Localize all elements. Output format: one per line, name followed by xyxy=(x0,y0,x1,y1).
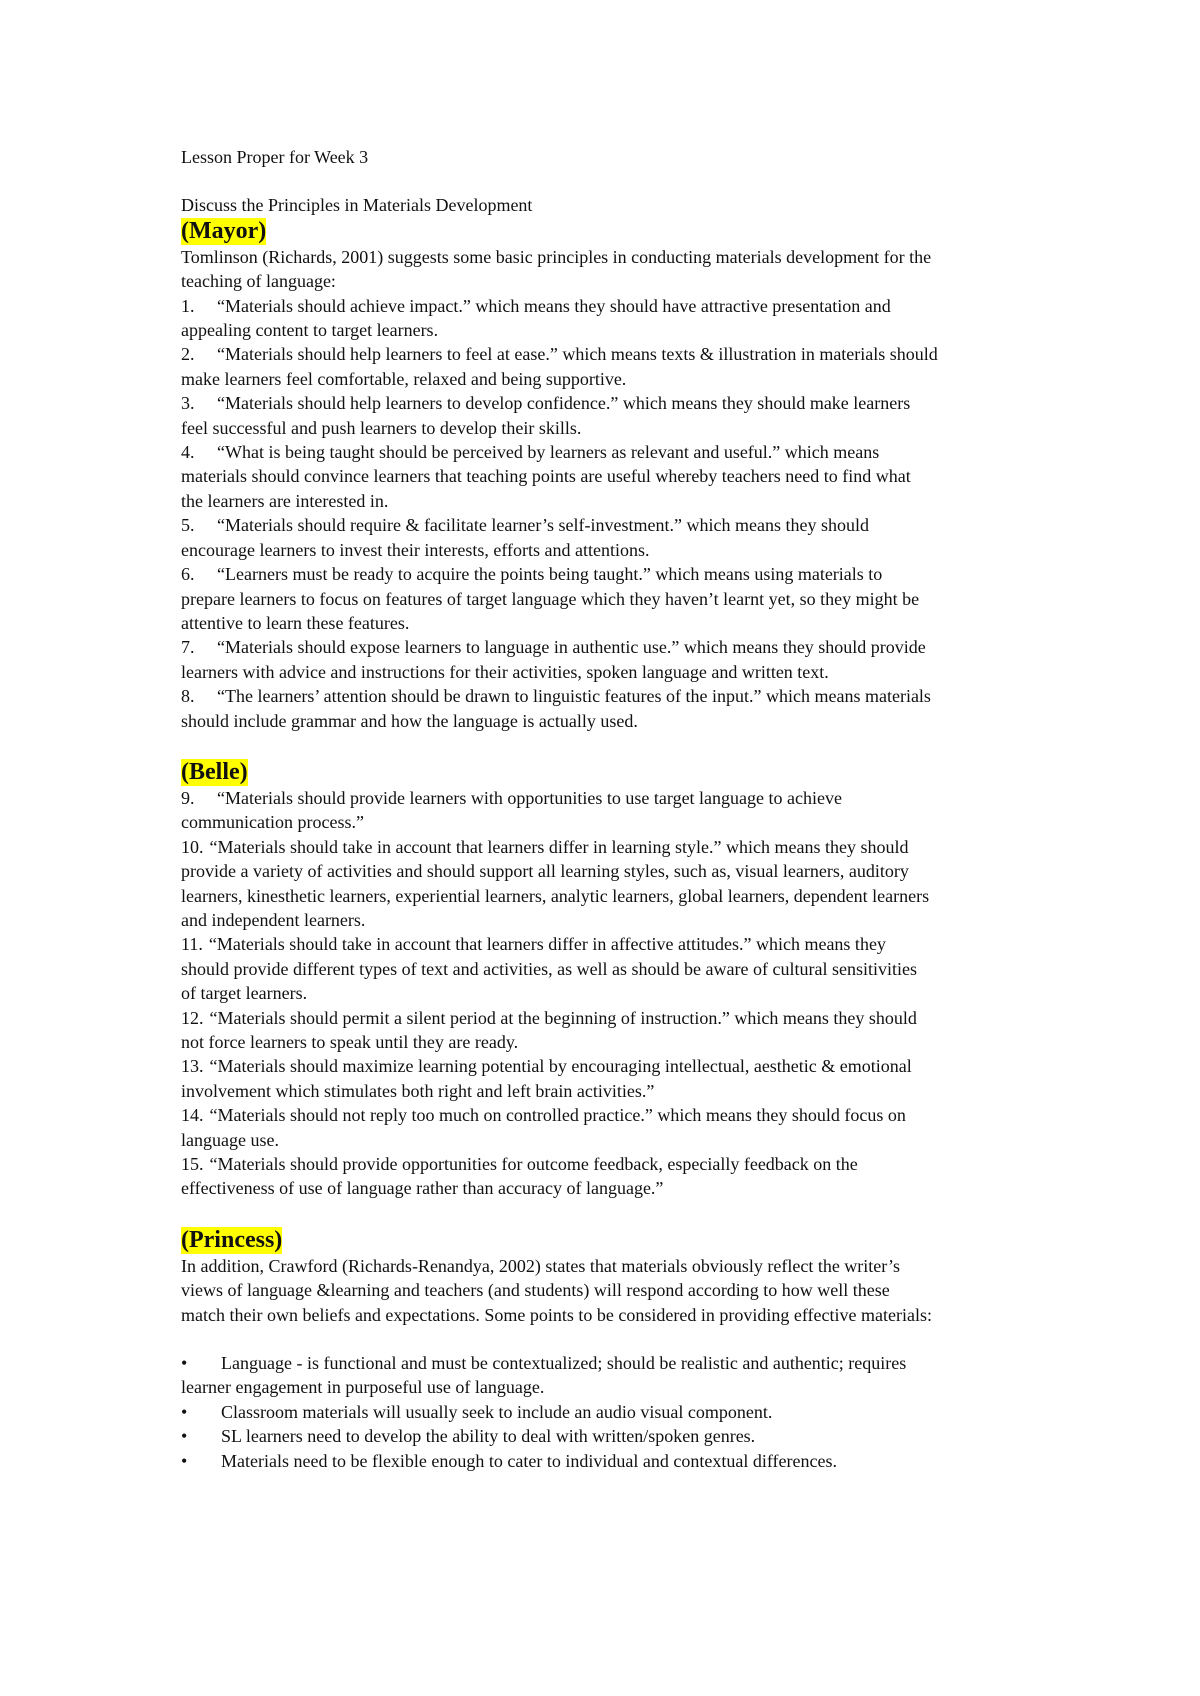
item-number: 11. xyxy=(181,934,203,955)
item-text: learners, kinesthetic learners, experiential learners, analytic learners, global learners, dependent learners xyxy=(181,885,930,906)
document-page xyxy=(181,145,1081,1473)
principle-item-11 xyxy=(181,932,1081,1005)
discuss-heading: Discuss the Principles in Materials Development xyxy=(181,195,533,216)
item-text: communication process.” xyxy=(181,812,364,833)
speaker-label-princess: (Princess) xyxy=(181,1226,283,1253)
item-text: “Materials should maximize learning potential by encouraging intellectual, aesthetic & emotional xyxy=(209,1056,912,1077)
item-number: 15. xyxy=(181,1154,204,1175)
bullet-text: SL learners need to develop the ability to deal with written/spoken genres. xyxy=(221,1426,756,1447)
speaker-label-belle: (Belle) xyxy=(181,758,248,785)
item-text: feel successful and push learners to develop their skills. xyxy=(181,417,582,438)
item-text: language use. xyxy=(181,1129,279,1150)
principle-item-4 xyxy=(181,440,1081,513)
bullet-symbol: • xyxy=(181,1353,188,1374)
item-number: 13. xyxy=(181,1056,204,1077)
intro-line: teaching of language: xyxy=(181,271,336,292)
item-text: “Materials should help learners to feel at ease.” which means texts & illustration in materials should xyxy=(217,344,938,365)
item-text: effectiveness of use of language rather than accuracy of language.” xyxy=(181,1178,664,1199)
bullet-text: Classroom materials will usually seek to include an audio visual component. xyxy=(221,1401,773,1422)
item-number: 4. xyxy=(181,442,195,463)
spacer xyxy=(181,1327,1081,1351)
principle-item-3 xyxy=(181,391,1081,440)
item-text: appealing content to target learners. xyxy=(181,320,439,341)
bullet-text: learner engagement in purposeful use of language. xyxy=(181,1377,545,1398)
item-text: “Materials should not reply too much on controlled practice.” which means they should focus on xyxy=(209,1105,906,1126)
item-text: “The learners’ attention should be drawn to linguistic features of the input.” which means materials xyxy=(217,686,931,707)
item-text: “Materials should help learners to develop confidence.” which means they should make learners xyxy=(217,393,911,414)
bullet-text: Materials need to be flexible enough to cater to individual and contextual differences. xyxy=(221,1450,837,1471)
item-text: materials should convince learners that teaching points are useful whereby teachers need to find what xyxy=(181,466,911,487)
bullet-text: Language - is functional and must be contextualized; should be realistic and authentic; requires xyxy=(221,1353,907,1374)
bullet-item-2 xyxy=(181,1400,1081,1424)
item-text: involvement which stimulates both right and left brain activities.” xyxy=(181,1080,655,1101)
item-text: “Materials should provide opportunities for outcome feedback, especially feedback on the xyxy=(209,1154,858,1175)
item-text: “Materials should permit a silent period at the beginning of instruction.” which means they should xyxy=(209,1007,917,1028)
item-number: 6. xyxy=(181,564,195,585)
principle-item-14 xyxy=(181,1103,1081,1152)
item-number: 9. xyxy=(181,787,195,808)
section-belle xyxy=(181,733,1081,1201)
principle-item-15 xyxy=(181,1152,1081,1201)
item-number: 5. xyxy=(181,515,195,536)
principle-item-9 xyxy=(181,786,1081,835)
item-text: “Materials should require & facilitate learner’s self-investment.” which means they should xyxy=(217,515,869,536)
intro-line: Tomlinson (Richards, 2001) suggests some basic principles in conducting materials development for the xyxy=(181,246,932,267)
item-number: 7. xyxy=(181,637,195,658)
item-number: 3. xyxy=(181,393,195,414)
item-text: “Materials should take in account that learners differ in affective attitudes.” which means they xyxy=(208,934,886,955)
item-text: encourage learners to invest their interests, efforts and attentions. xyxy=(181,539,650,560)
item-text: “Materials should expose learners to language in authentic use.” which means they should provide xyxy=(217,637,926,658)
principle-item-8 xyxy=(181,684,1081,733)
item-number: 10. xyxy=(181,836,204,857)
principle-item-2 xyxy=(181,342,1081,391)
item-text: of target learners. xyxy=(181,983,308,1004)
item-text: “What is being taught should be perceived by learners as relevant and useful.” which means xyxy=(217,442,880,463)
bullet-item-4 xyxy=(181,1449,1081,1473)
principle-item-13 xyxy=(181,1054,1081,1103)
item-text: “Materials should provide learners with opportunities to use target language to achieve xyxy=(217,787,842,808)
principle-item-12 xyxy=(181,1006,1081,1055)
item-text: “Materials should take in account that learners differ in learning style.” which means they should xyxy=(209,836,909,857)
item-text: make learners feel comfortable, relaxed and being supportive. xyxy=(181,368,627,389)
bullet-symbol: • xyxy=(181,1450,188,1471)
item-text: prepare learners to focus on features of target language which they haven’t learnt yet, so they might be xyxy=(181,588,920,609)
section-mayor xyxy=(181,218,1081,733)
bullet-symbol: • xyxy=(181,1426,188,1447)
item-text: “Learners must be ready to acquire the points being taught.” which means using materials to xyxy=(217,564,883,585)
item-number: 2. xyxy=(181,344,195,365)
item-number: 1. xyxy=(181,295,195,316)
principle-item-5 xyxy=(181,513,1081,562)
principle-item-6 xyxy=(181,562,1081,635)
item-text: the learners are interested in. xyxy=(181,490,389,511)
intro-line: match their own beliefs and expectations. Some points to be considered in providing effective materials: xyxy=(181,1304,932,1325)
item-text: learners with advice and instructions for their activities, spoken language and written text. xyxy=(181,661,829,682)
item-number: 12. xyxy=(181,1007,204,1028)
item-number: 14. xyxy=(181,1105,204,1126)
item-text: should provide different types of text and activities, as well as should be aware of cultural sensitivities xyxy=(181,958,917,979)
item-text: provide a variety of activities and should support all learning styles, such as, visual learners, auditory xyxy=(181,861,909,882)
item-text: and independent learners. xyxy=(181,909,366,930)
intro-line: In addition, Crawford (Richards-Renandya, 2002) states that materials obviously reflect the writer’s xyxy=(181,1255,900,1276)
item-text: attentive to learn these features. xyxy=(181,612,410,633)
item-text: “Materials should achieve impact.” which means they should have attractive presentation and xyxy=(217,295,891,316)
item-text: should include grammar and how the language is actually used. xyxy=(181,710,638,731)
section-princess xyxy=(181,1201,1081,1473)
item-number: 8. xyxy=(181,686,195,707)
bullet-item-1 xyxy=(181,1351,1081,1400)
principle-item-1 xyxy=(181,294,1081,343)
item-text: not force learners to speak until they are ready. xyxy=(181,1032,519,1052)
intro-line: views of language &learning and teachers (and students) will respond according to how well these xyxy=(181,1280,890,1301)
speaker-label-mayor: (Mayor) xyxy=(181,217,267,244)
bullet-item-3 xyxy=(181,1424,1081,1448)
principle-item-7 xyxy=(181,635,1081,684)
lesson-title: Lesson Proper for Week 3 xyxy=(181,147,369,167)
bullet-symbol: • xyxy=(181,1401,188,1422)
principle-item-10 xyxy=(181,835,1081,933)
